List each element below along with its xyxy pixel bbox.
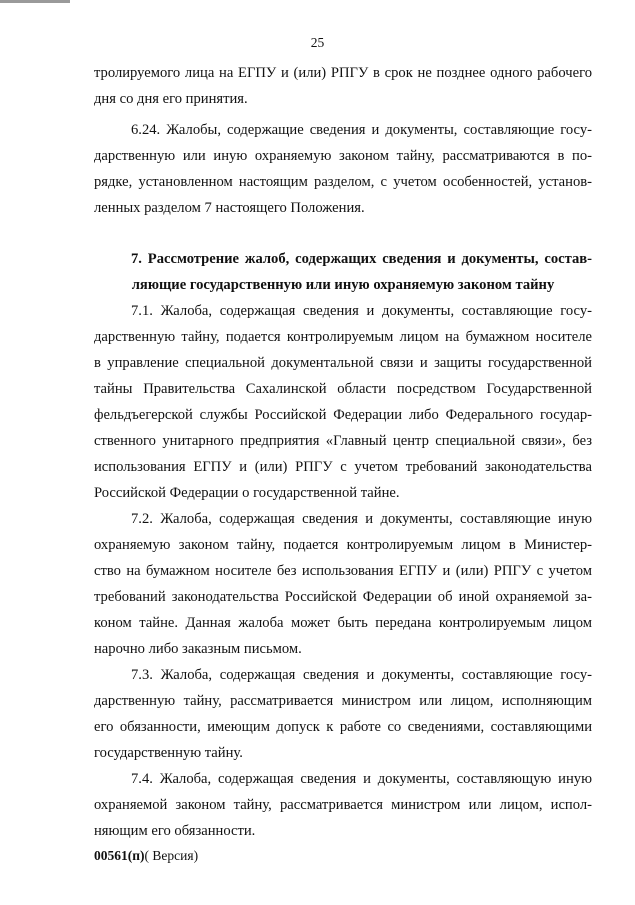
paragraph-line: тайны Правительства Сахалинской области посредством Государственной xyxy=(94,381,592,397)
paragraph-line: охраняемой законом тайну, рассматривается министром или лицом, испол- xyxy=(94,797,592,813)
paragraph-line: дарственную тайну, подается контролируемым лицом на бумажном носителе xyxy=(94,329,592,345)
paragraph-line: 7.2. Жалоба, содержащая сведения и документы, составляющие иную xyxy=(131,511,592,527)
paragraph-line: 7.1. Жалоба, содержащая сведения и документы, составляющие госу- xyxy=(131,303,592,319)
paragraph-line: в управление специальной документальной связи и защиты государственной xyxy=(94,355,592,371)
section-heading-line: ляющие государственную или иную охраняемую законом тайну xyxy=(131,277,555,293)
paragraph-line: требований законодательства Российской Федерации об иной охраняемой за- xyxy=(94,589,592,605)
paragraph-line: дня со дня его принятия. xyxy=(94,91,248,107)
paragraph-line: коном тайне. Данная жалоба может быть передана контролируемым лицом xyxy=(94,615,592,631)
paragraph-line: 7.4. Жалоба, содержащая сведения и документы, составляющую иную xyxy=(131,771,592,787)
page-number: 25 xyxy=(310,35,325,50)
paragraph-line: Российской Федерации о государственной тайне. xyxy=(94,485,400,501)
scan-edge-mark xyxy=(0,0,70,3)
paragraph-line: использования ЕГПУ и (или) РПГУ с учетом требований законодательства xyxy=(94,459,592,475)
paragraph-line: охраняемую законом тайну, подается контролируемым лицом в Министер- xyxy=(94,537,592,553)
document-code: 00561(п) xyxy=(94,848,145,863)
paragraph-line: ственного унитарного предприятия «Главный центр специальной связи», без xyxy=(94,433,592,449)
document-footer xyxy=(94,847,198,865)
paragraph-line: 7.3. Жалоба, содержащая сведения и документы, составляющие госу- xyxy=(131,667,592,683)
paragraph-line: рядке, установленном настоящим разделом, с учетом особенностей, установ- xyxy=(94,174,592,190)
paragraph-line: его обязанности, имеющим допуск к работе со сведениями, составляющими xyxy=(94,719,592,735)
paragraph-line: дарственную или иную охраняемую законом тайну, рассматриваются в по- xyxy=(94,148,592,164)
paragraph-line: няющим его обязанности. xyxy=(94,823,256,839)
paragraph-line: государственную тайну. xyxy=(94,745,243,761)
paragraph-line: ство на бумажном носителе без использования ЕГПУ и (или) РПГУ с учетом xyxy=(94,563,592,579)
paragraph-line: 6.24. Жалобы, содержащие сведения и документы, составляющие госу- xyxy=(131,122,592,138)
paragraph-line: фельдъегерской службы Российской Федерации либо Федерального государ- xyxy=(94,407,592,423)
paragraph-line: нарочно либо заказным письмом. xyxy=(94,641,302,657)
section-heading-line: 7. Рассмотрение жалоб, содержащих сведения и документы, состав- xyxy=(131,251,592,267)
paragraph-line: тролируемого лица на ЕГПУ и (или) РПГУ в срок не позднее одного рабочего xyxy=(94,65,592,81)
version-label: ( Версия) xyxy=(144,848,199,863)
paragraph-line: ленных разделом 7 настоящего Положения. xyxy=(94,200,365,216)
paragraph-line: дарственную тайну, рассматривается министром или лицом, исполняющим xyxy=(94,693,592,709)
